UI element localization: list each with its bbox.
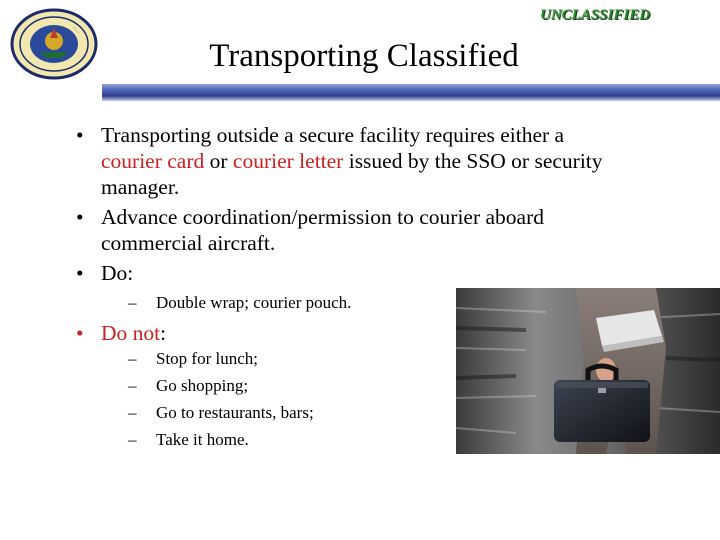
emphasis-text: Do not (101, 321, 161, 345)
briefcase-photo (456, 288, 720, 454)
emphasis-text: courier card (101, 149, 205, 173)
svg-text:·····: ····· (70, 25, 81, 36)
sub-item-text: Go shopping; (156, 376, 249, 395)
emphasis-text: courier letter (232, 149, 344, 173)
dash-marker: – (128, 349, 137, 368)
bullet-line: courier card or courier letter issued by the SSO or security (101, 149, 603, 173)
bullet-line: Transporting outside a secure facility requires either a (101, 123, 565, 147)
bullet-marker: • (76, 205, 84, 229)
dash-marker: – (128, 430, 137, 449)
bullet-text (101, 204, 661, 256)
sub-item-text: Double wrap; courier pouch. (156, 293, 352, 312)
bullet-text (101, 122, 661, 200)
bullet-line: commercial aircraft. (101, 231, 276, 255)
bullet-line: Advance coordination/permission to courier aboard (101, 205, 544, 229)
sub-item-text: Go to restaurants, bars; (156, 403, 314, 422)
bullet-line: Do not: (101, 321, 167, 345)
bullet-line: manager. (101, 175, 180, 199)
sub-item-text: Take it home. (156, 430, 249, 449)
classification-marking: UNCLASSIFIED (540, 7, 651, 23)
dash-marker: – (128, 403, 137, 422)
sub-item-text: Stop for lunch; (156, 349, 258, 368)
bullet-line: Do: (101, 261, 134, 285)
page-title: Transporting Classified (209, 38, 519, 74)
bullet-marker: • (76, 321, 84, 345)
bullet-text (101, 260, 661, 286)
svg-text:·····: ····· (20, 27, 31, 38)
title-underline-bar (102, 84, 720, 101)
bullet-marker: • (76, 123, 84, 147)
dash-marker: – (128, 293, 137, 312)
dash-marker: – (128, 376, 137, 395)
bullet-marker: • (76, 261, 84, 285)
